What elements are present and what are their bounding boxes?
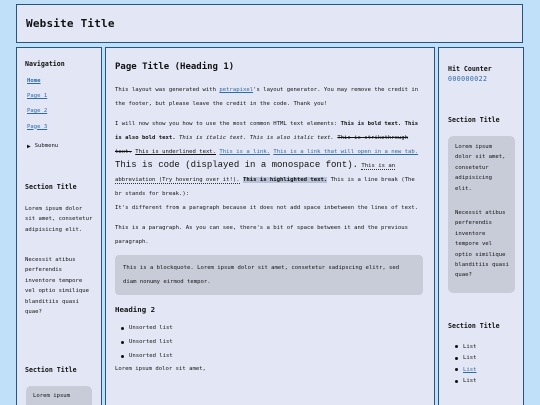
line-break-text-2: It's different from a paragraph because it does not add space inbetween the lines of text. [115, 205, 419, 211]
bullet-icon [455, 357, 458, 360]
right-section-title-1: Section Title [448, 116, 500, 124]
line-break-text-1: This is a line break (The br stands for break.): [115, 177, 415, 197]
new-tab-link[interactable]: This is a link that will open in a new tab. [273, 149, 419, 155]
hit-counter-value: 000000022 [448, 75, 488, 83]
hit-counter-title: Hit Counter [448, 65, 492, 73]
abbreviation-text[interactable]: This is an abbreviation (Try hovering over it!). [115, 163, 396, 183]
nav-page-2-link[interactable]: Page 2 [27, 108, 48, 115]
heading-2: Heading 2 [115, 305, 156, 314]
list-item-label: Unsorted list [129, 339, 173, 345]
left-section-title-1: Section Title [25, 183, 77, 191]
bullet-icon [121, 327, 124, 330]
highlighted-text: This is highlighted text. [242, 177, 328, 183]
list-item-label: Unsorted list [129, 353, 173, 359]
list-item-label: List [463, 355, 477, 362]
bullet-icon [455, 380, 458, 383]
intro-paragraph [115, 83, 423, 111]
nav-submenu-label: Submenu [34, 143, 59, 150]
list-item [121, 321, 423, 335]
main-content [105, 47, 435, 405]
right-section-text-1: Lorem ipsum dolor sit amet, consetetur adipisicing elit. [455, 144, 506, 192]
nav-submenu[interactable] [27, 139, 58, 154]
elements-paragraph [115, 117, 423, 215]
bullet-icon [455, 345, 458, 348]
plain-paragraph: This is a paragraph. As you can see, there's a bit of space between it and the previous paragraph. [115, 225, 408, 245]
right-list [455, 341, 476, 387]
list-item-label: Unsorted list [129, 325, 173, 331]
list-item-label: List [463, 343, 477, 350]
em-text: This is also italic text. [249, 135, 334, 141]
bold-text: This is bold text. [340, 121, 402, 127]
list-item [121, 335, 423, 349]
site-title: Website Title [26, 17, 115, 30]
list-item [455, 341, 476, 353]
left-section-text-1: Lorem ipsum dolor sit amet, consetetur adipisicing elit. [25, 206, 93, 233]
list-item [455, 353, 476, 365]
credit-link[interactable]: petrapixel [219, 87, 254, 93]
left-section-box [26, 386, 92, 405]
trailing-paragraph: Lorem ipsum dolor sit amet, [115, 366, 206, 372]
nav-home-link[interactable]: Home [27, 78, 41, 84]
list-item-link[interactable]: List [463, 366, 477, 373]
nav-page-1-link[interactable]: Page 1 [27, 93, 48, 100]
site-header [16, 4, 523, 43]
intro-text-end: 's layout generator. You may remove the credit in the footer, but please leave the credit in the code. Thank you! [115, 87, 419, 107]
right-sidebar [438, 47, 524, 405]
underlined-text: This is underlined text. [135, 149, 217, 155]
page-title: Page Title (Heading 1) [115, 62, 235, 72]
list-item [455, 364, 476, 376]
bullet-icon [121, 341, 124, 344]
left-section-title-2: Section Title [25, 366, 77, 374]
link-text[interactable]: This is a link. [219, 149, 270, 155]
strong-text: This is also bold text. [115, 121, 419, 141]
left-section-text-2: Necessit atibus perferendis inventore tempore vel optio similique blanditiis quasi quae? [25, 257, 89, 316]
unsorted-list [121, 321, 423, 363]
right-section-title-2: Section Title [448, 322, 500, 330]
bullet-icon [455, 368, 458, 371]
nav-page-3-link[interactable]: Page 3 [27, 123, 48, 130]
elements-intro: I will now show you how to use the most common HTML text elements: [115, 121, 341, 127]
left-section-box-text: Lorem ipsum [33, 393, 71, 399]
right-section-box [448, 136, 515, 293]
nav-title: Navigation [25, 60, 65, 68]
list-item [121, 349, 423, 363]
strikethrough-text: This is strikethrough text. [115, 135, 409, 155]
list-item [455, 376, 476, 388]
caret-right-icon: ▶ [27, 142, 31, 150]
intro-text-start: This layout was generated with [115, 87, 220, 93]
bullet-icon [121, 355, 124, 358]
blockquote: This is a blockquote. Lorem ipsum dolor sit amet, consetetur sadipscing elitr, sed diam nonumy eirmod tempor. [115, 255, 423, 295]
left-sidebar [16, 47, 102, 405]
right-section-text-2: Necessit atibus perferendis inventore tempore vel optio similique blanditiis quasi quae? [455, 210, 509, 279]
list-item-label: List [463, 378, 477, 385]
code-text: This is code (displayed in a monospace font). [115, 160, 359, 170]
italic-text: This is italic text. [179, 135, 247, 141]
nav-list [27, 78, 58, 154]
